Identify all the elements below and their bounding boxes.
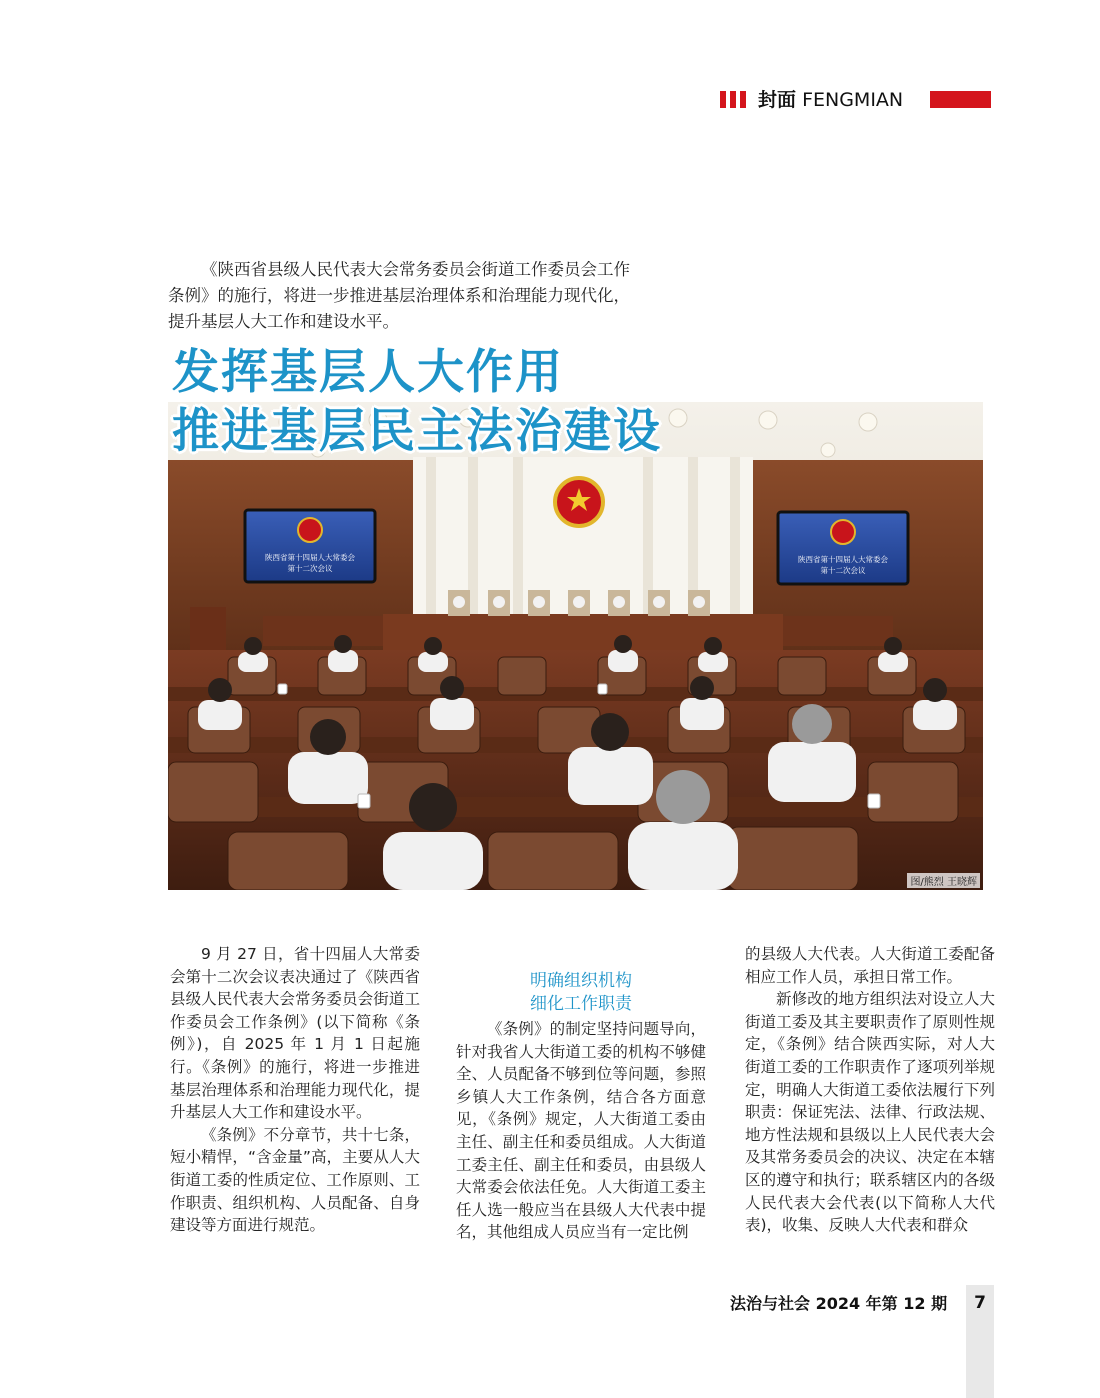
header-bar-mark <box>730 91 736 108</box>
header-bar-mark <box>720 91 726 108</box>
left-screen-line2: 第十二次会议 <box>287 564 333 573</box>
right-screen-line2: 第十二次会议 <box>820 566 866 575</box>
body-paragraph: 新修改的地方组织法对设立人大街道工委及其主要职责作了原则性规定，《条例》结合陕西实际，对人大街道工委的工作职责作了逐项列举规定，明确人大街道工委依法履行下列职责：保证宪法、法律、行政法规、地方性法规和县级以上人民代表大会及其常务委员会的决议、决定在本辖区的遵守和执行；联系辖区内的各级人民代表大会代表(以下简称人大代表)，收集、反映人大代表和群众 <box>745 990 995 1235</box>
section-label-en: FENGMIAN <box>802 89 904 111</box>
headline-line-1: 发挥基层人大作用 <box>172 345 564 400</box>
lead-paragraph: 《陕西省县级人民代表大会常务委员会街道工作委员会工作条例》的施行，将进一步推进基层治理体系和治理能力现代化，提升基层人大工作和建设水平。 <box>168 260 630 331</box>
body-column-3 <box>745 943 995 1237</box>
meeting-photo-illustration <box>168 402 983 890</box>
subheading-line-1: 明确组织机构 <box>530 971 632 991</box>
body-paragraph: 的县级人大代表。人大街道工委配备相应工作人员，承担日常工作。 <box>745 945 995 986</box>
section-header <box>720 88 992 112</box>
subheading-line-2: 细化工作职责 <box>530 994 632 1014</box>
meeting-photo <box>168 402 983 890</box>
body-column-1 <box>170 943 420 1237</box>
header-red-block <box>930 91 991 108</box>
page-tab <box>966 1285 994 1398</box>
page-number: 7 <box>974 1293 986 1313</box>
section-label <box>758 88 903 112</box>
section-label-cn: 封面 <box>758 89 797 111</box>
body-column-2 <box>456 943 706 1244</box>
footer-publication: 法治与社会 2024 年第 12 期 <box>730 1294 948 1313</box>
headline-line-2: 推进基层民主法治建设 <box>172 404 662 459</box>
body-paragraph: 《条例》的制定坚持问题导向，针对我省人大街道工委的机构不够健全、人员配备不够到位等问题，参照乡镇人大工作条例，结合各方面意见，《条例》规定，人大街道工委由主任、副主任和委员组成。人大街道工委主任、副主任和委员，由县级人大常委会依法任免。人大街道工委主任人选一般应当在县级人大代表中提名，其他组成人员应当有一定比例 <box>456 1020 706 1242</box>
body-paragraph: 《条例》不分章节，共十七条，短小精悍，“含金量”高，主要从人大街道工委的性质定位、工作原则、工作职责、组织机构、人员配备、自身建设等方面进行规范。 <box>170 1125 420 1235</box>
right-screen-line1: 陕西省第十四届人大常委会 <box>798 555 888 564</box>
header-bar-mark <box>740 91 746 108</box>
subheading <box>456 970 706 1016</box>
photo-credit: 图/熊烈 王晓辉 <box>907 873 980 888</box>
left-screen-line1: 陕西省第十四届人大常委会 <box>265 553 355 562</box>
body-paragraph: 9 月 27 日，省十四届人大常委会第十二次会议表决通过了《陕西省县级人民代表大会常务委员会街道工作委员会工作条例》(以下简称《条例》)，自 2025 年 1 月 1 日起施行。《条例》的施行，将进一步推进基层治理体系和治理能力现代化，提升基层人大工作和建设水平。 <box>170 945 420 1122</box>
